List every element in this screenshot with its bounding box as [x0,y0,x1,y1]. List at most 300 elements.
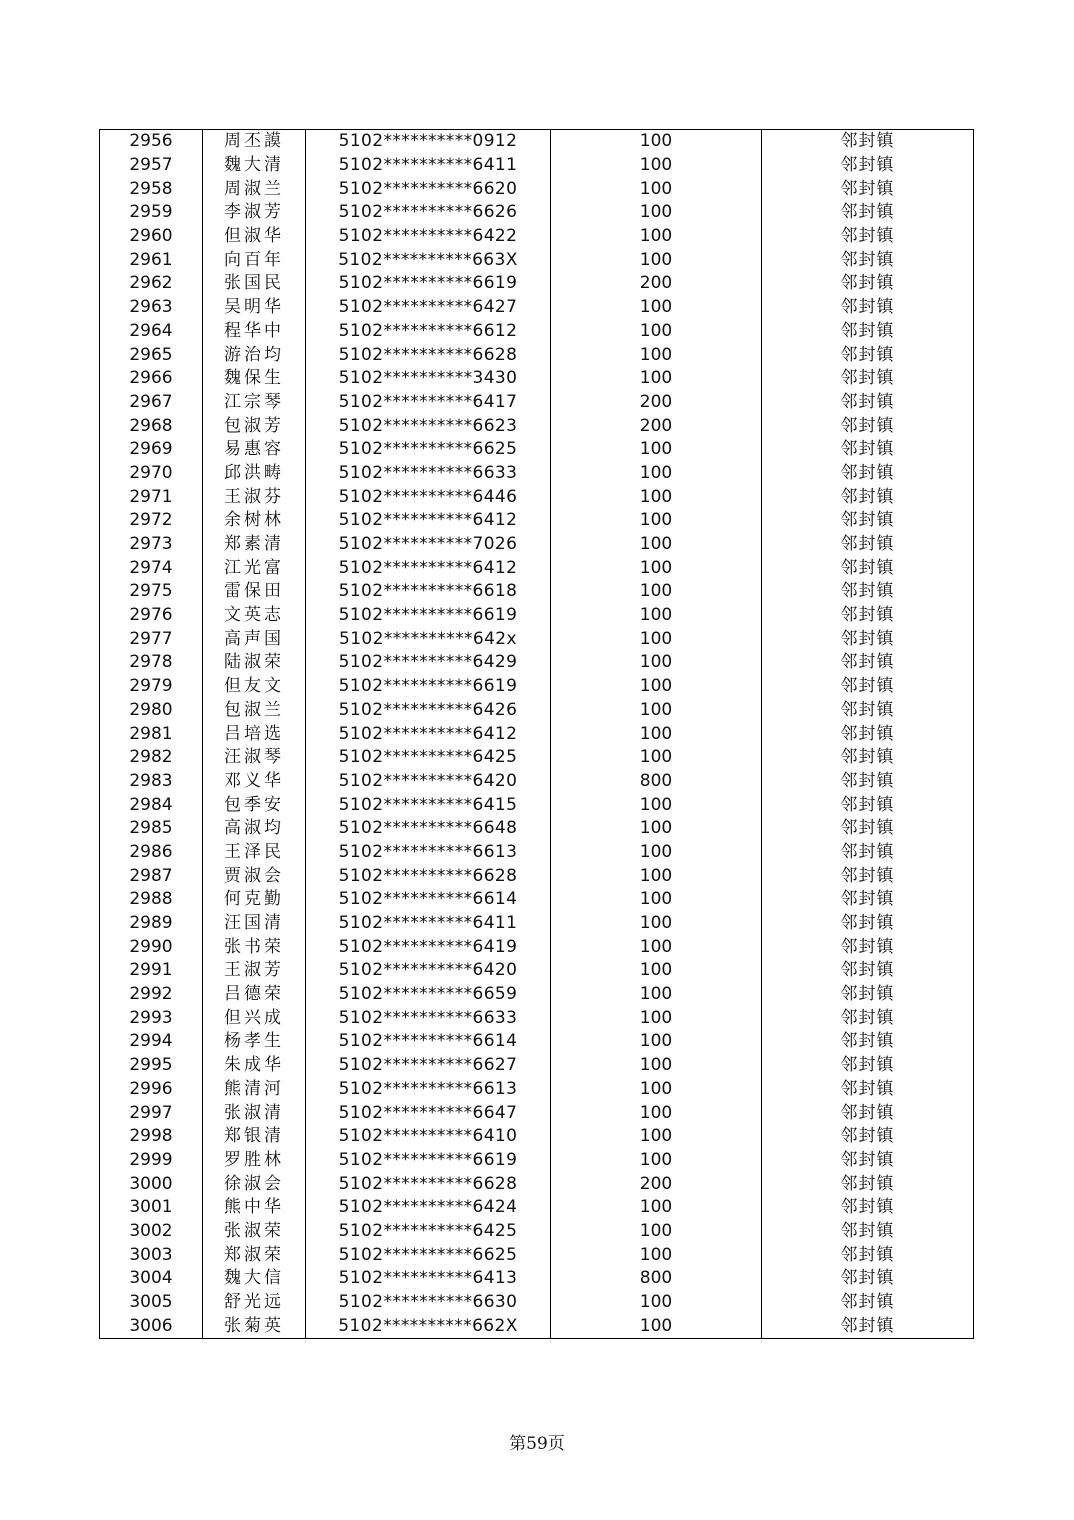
id-number-cell: 5102**********6612 [306,320,551,344]
town-cell: 邻封镇 [762,177,974,201]
table-row [100,580,974,604]
town-cell: 邻封镇 [762,627,974,651]
town-cell: 邻封镇 [762,414,974,438]
amount-cell: 800 [551,1267,762,1291]
id-number-cell: 5102**********6614 [306,1030,551,1054]
amount-cell: 100 [551,912,762,936]
id-number-cell: 5102**********6659 [306,983,551,1007]
name-cell: 余树林 [203,509,306,533]
row-number-cell: 3005 [100,1291,203,1315]
row-number-cell: 3002 [100,1220,203,1244]
page-number: 第59页 [509,1434,565,1454]
amount-cell: 100 [551,1054,762,1078]
roster-body [100,130,974,1339]
name-cell: 杨孝生 [203,1030,306,1054]
town-cell: 邻封镇 [762,533,974,557]
id-number-cell: 5102**********6613 [306,841,551,865]
table-row [100,912,974,936]
town-cell: 邻封镇 [762,1030,974,1054]
name-cell: 但淑华 [203,225,306,249]
subsidy-roster-table [99,129,974,1339]
amount-cell: 100 [551,556,762,580]
amount-cell: 200 [551,272,762,296]
id-number-cell: 5102**********6620 [306,177,551,201]
name-cell: 但兴成 [203,1006,306,1030]
name-cell: 高声国 [203,627,306,651]
town-cell: 邻封镇 [762,746,974,770]
name-cell: 包季安 [203,793,306,817]
table-row [100,1149,974,1173]
table-row [100,533,974,557]
id-number-cell: 5102**********6411 [306,154,551,178]
row-number-cell: 2970 [100,462,203,486]
town-cell: 邻封镇 [762,817,974,841]
amount-cell: 100 [551,438,762,462]
id-number-cell: 5102**********642x [306,627,551,651]
table-row [100,177,974,201]
table-row [100,296,974,320]
town-cell: 邻封镇 [762,556,974,580]
amount-cell: 100 [551,746,762,770]
town-cell: 邻封镇 [762,1243,974,1267]
amount-cell: 800 [551,770,762,794]
amount-cell: 100 [551,485,762,509]
name-cell: 何克勤 [203,888,306,912]
row-number-cell: 2991 [100,959,203,983]
id-number-cell: 5102**********6415 [306,793,551,817]
name-cell: 高淑均 [203,817,306,841]
town-cell: 邻封镇 [762,320,974,344]
name-cell: 周丕謨 [203,130,306,154]
amount-cell: 100 [551,130,762,154]
table-row [100,699,974,723]
name-cell: 吕德荣 [203,983,306,1007]
table-row [100,746,974,770]
amount-cell: 100 [551,225,762,249]
town-cell: 邻封镇 [762,1149,974,1173]
amount-cell: 100 [551,864,762,888]
town-cell: 邻封镇 [762,272,974,296]
amount-cell: 100 [551,699,762,723]
id-number-cell: 5102**********6446 [306,485,551,509]
amount-cell: 100 [551,935,762,959]
table-row [100,1267,974,1291]
row-number-cell: 2995 [100,1054,203,1078]
id-number-cell: 5102**********6618 [306,580,551,604]
name-cell: 文英志 [203,604,306,628]
row-number-cell: 3000 [100,1172,203,1196]
town-cell: 邻封镇 [762,1006,974,1030]
table-row [100,722,974,746]
name-cell: 雷保田 [203,580,306,604]
id-number-cell: 5102**********6614 [306,888,551,912]
town-cell: 邻封镇 [762,935,974,959]
amount-cell: 100 [551,1101,762,1125]
amount-cell: 100 [551,533,762,557]
name-cell: 王淑芳 [203,959,306,983]
id-number-cell: 5102**********6623 [306,414,551,438]
town-cell: 邻封镇 [762,485,974,509]
table-row [100,1172,974,1196]
id-number-cell: 5102**********6633 [306,1006,551,1030]
amount-cell: 100 [551,154,762,178]
town-cell: 邻封镇 [762,864,974,888]
name-cell: 张淑清 [203,1101,306,1125]
town-cell: 邻封镇 [762,248,974,272]
table-row [100,604,974,628]
town-cell: 邻封镇 [762,675,974,699]
table-row [100,1243,974,1267]
table-row [100,320,974,344]
id-number-cell: 5102**********6619 [306,1149,551,1173]
town-cell: 邻封镇 [762,154,974,178]
town-cell: 邻封镇 [762,438,974,462]
name-cell: 李淑芳 [203,201,306,225]
row-number-cell: 2992 [100,983,203,1007]
id-number-cell: 5102**********662X [306,1314,551,1338]
table-row [100,509,974,533]
town-cell: 邻封镇 [762,604,974,628]
row-number-cell: 2975 [100,580,203,604]
town-cell: 邻封镇 [762,462,974,486]
table-row [100,556,974,580]
id-number-cell: 5102**********6613 [306,1078,551,1102]
town-cell: 邻封镇 [762,722,974,746]
amount-cell: 100 [551,1006,762,1030]
amount-cell: 100 [551,1243,762,1267]
table-row [100,1101,974,1125]
row-number-cell: 2968 [100,414,203,438]
row-number-cell: 2978 [100,651,203,675]
table-row [100,462,974,486]
town-cell: 邻封镇 [762,793,974,817]
town-cell: 邻封镇 [762,1125,974,1149]
id-number-cell: 5102**********6628 [306,343,551,367]
id-number-cell: 5102**********6425 [306,1220,551,1244]
id-number-cell: 5102**********7026 [306,533,551,557]
table-row [100,154,974,178]
name-cell: 但友文 [203,675,306,699]
row-number-cell: 3006 [100,1314,203,1338]
row-number-cell: 2996 [100,1078,203,1102]
amount-cell: 100 [551,675,762,699]
amount-cell: 100 [551,959,762,983]
amount-cell: 100 [551,1220,762,1244]
table-row [100,1125,974,1149]
name-cell: 罗胜林 [203,1149,306,1173]
name-cell: 汪淑琴 [203,746,306,770]
row-number-cell: 2980 [100,699,203,723]
row-number-cell: 3004 [100,1267,203,1291]
table-row [100,1078,974,1102]
row-number-cell: 2962 [100,272,203,296]
table-row [100,391,974,415]
name-cell: 包淑兰 [203,699,306,723]
name-cell: 贾淑会 [203,864,306,888]
name-cell: 周淑兰 [203,177,306,201]
table-row [100,1006,974,1030]
table-row [100,201,974,225]
row-number-cell: 2999 [100,1149,203,1173]
table-row [100,272,974,296]
name-cell: 魏大信 [203,1267,306,1291]
amount-cell: 100 [551,888,762,912]
name-cell: 舒光远 [203,1291,306,1315]
name-cell: 魏大清 [203,154,306,178]
name-cell: 江宗琴 [203,391,306,415]
town-cell: 邻封镇 [762,391,974,415]
id-number-cell: 5102**********6648 [306,817,551,841]
row-number-cell: 2972 [100,509,203,533]
amount-cell: 100 [551,793,762,817]
row-number-cell: 2971 [100,485,203,509]
name-cell: 熊中华 [203,1196,306,1220]
amount-cell: 100 [551,367,762,391]
name-cell: 张淑荣 [203,1220,306,1244]
table-row [100,817,974,841]
amount-cell: 100 [551,841,762,865]
amount-cell: 100 [551,320,762,344]
table-row [100,225,974,249]
table-row [100,651,974,675]
table-row [100,864,974,888]
town-cell: 邻封镇 [762,1314,974,1338]
name-cell: 郑银清 [203,1125,306,1149]
town-cell: 邻封镇 [762,1078,974,1102]
id-number-cell: 5102**********6413 [306,1267,551,1291]
id-number-cell: 5102**********6424 [306,1196,551,1220]
row-number-cell: 2974 [100,556,203,580]
amount-cell: 100 [551,651,762,675]
name-cell: 张菊英 [203,1314,306,1338]
id-number-cell: 5102**********6625 [306,1243,551,1267]
id-number-cell: 5102**********6412 [306,722,551,746]
name-cell: 向百年 [203,248,306,272]
name-cell: 朱成华 [203,1054,306,1078]
town-cell: 邻封镇 [762,770,974,794]
table-row [100,1220,974,1244]
id-number-cell: 5102**********6420 [306,959,551,983]
id-number-cell: 5102**********6422 [306,225,551,249]
table-row [100,248,974,272]
id-number-cell: 5102**********6411 [306,912,551,936]
town-cell: 邻封镇 [762,367,974,391]
row-number-cell: 2977 [100,627,203,651]
table-row [100,793,974,817]
name-cell: 易惠容 [203,438,306,462]
id-number-cell: 5102**********6626 [306,201,551,225]
town-cell: 邻封镇 [762,1101,974,1125]
row-number-cell: 2984 [100,793,203,817]
row-number-cell: 2969 [100,438,203,462]
row-number-cell: 2965 [100,343,203,367]
table-row [100,675,974,699]
row-number-cell: 2967 [100,391,203,415]
id-number-cell: 5102**********6420 [306,770,551,794]
id-number-cell: 5102**********6619 [306,272,551,296]
id-number-cell: 5102**********6417 [306,391,551,415]
row-number-cell: 3003 [100,1243,203,1267]
table-row [100,130,974,154]
town-cell: 邻封镇 [762,296,974,320]
table-row [100,841,974,865]
table-row [100,1030,974,1054]
table-row [100,343,974,367]
row-number-cell: 2956 [100,130,203,154]
row-number-cell: 3001 [100,1196,203,1220]
name-cell: 郑淑荣 [203,1243,306,1267]
amount-cell: 200 [551,1172,762,1196]
row-number-cell: 2990 [100,935,203,959]
town-cell: 邻封镇 [762,225,974,249]
table-row [100,627,974,651]
row-number-cell: 2986 [100,841,203,865]
row-number-cell: 2983 [100,770,203,794]
amount-cell: 100 [551,509,762,533]
name-cell: 游治均 [203,343,306,367]
amount-cell: 100 [551,1125,762,1149]
town-cell: 邻封镇 [762,509,974,533]
amount-cell: 100 [551,722,762,746]
town-cell: 邻封镇 [762,1267,974,1291]
table-row [100,1196,974,1220]
town-cell: 邻封镇 [762,201,974,225]
row-number-cell: 2973 [100,533,203,557]
table-row [100,1054,974,1078]
name-cell: 汪国清 [203,912,306,936]
name-cell: 吴明华 [203,296,306,320]
table-row [100,367,974,391]
row-number-cell: 2964 [100,320,203,344]
row-number-cell: 2960 [100,225,203,249]
name-cell: 包淑芳 [203,414,306,438]
table-row [100,983,974,1007]
row-number-cell: 2987 [100,864,203,888]
name-cell: 江光富 [203,556,306,580]
row-number-cell: 2989 [100,912,203,936]
amount-cell: 100 [551,604,762,628]
name-cell: 张书荣 [203,935,306,959]
amount-cell: 100 [551,983,762,1007]
id-number-cell: 5102**********0912 [306,130,551,154]
town-cell: 邻封镇 [762,343,974,367]
town-cell: 邻封镇 [762,1172,974,1196]
id-number-cell: 5102**********6425 [306,746,551,770]
row-number-cell: 2966 [100,367,203,391]
row-number-cell: 2981 [100,722,203,746]
table-row [100,959,974,983]
id-number-cell: 5102**********6628 [306,1172,551,1196]
amount-cell: 100 [551,627,762,651]
id-number-cell: 5102**********6647 [306,1101,551,1125]
name-cell: 邓义华 [203,770,306,794]
amount-cell: 100 [551,296,762,320]
row-number-cell: 2957 [100,154,203,178]
table-row [100,1314,974,1338]
town-cell: 邻封镇 [762,1291,974,1315]
name-cell: 魏保生 [203,367,306,391]
table-row [100,438,974,462]
id-number-cell: 5102**********6628 [306,864,551,888]
town-cell: 邻封镇 [762,651,974,675]
amount-cell: 100 [551,1149,762,1173]
name-cell: 郑素清 [203,533,306,557]
table-row [100,770,974,794]
amount-cell: 100 [551,343,762,367]
town-cell: 邻封镇 [762,130,974,154]
amount-cell: 100 [551,1196,762,1220]
row-number-cell: 2959 [100,201,203,225]
row-number-cell: 2979 [100,675,203,699]
id-number-cell: 5102**********6426 [306,699,551,723]
amount-cell: 100 [551,201,762,225]
id-number-cell: 5102**********3430 [306,367,551,391]
row-number-cell: 2985 [100,817,203,841]
amount-cell: 100 [551,462,762,486]
town-cell: 邻封镇 [762,580,974,604]
amount-cell: 100 [551,1030,762,1054]
id-number-cell: 5102**********6410 [306,1125,551,1149]
row-number-cell: 2994 [100,1030,203,1054]
town-cell: 邻封镇 [762,1196,974,1220]
name-cell: 吕培选 [203,722,306,746]
id-number-cell: 5102**********6412 [306,556,551,580]
name-cell: 王淑芬 [203,485,306,509]
table-row [100,414,974,438]
id-number-cell: 5102**********6633 [306,462,551,486]
amount-cell: 200 [551,414,762,438]
town-cell: 邻封镇 [762,888,974,912]
name-cell: 熊清河 [203,1078,306,1102]
id-number-cell: 5102**********6630 [306,1291,551,1315]
row-number-cell: 2958 [100,177,203,201]
amount-cell: 100 [551,1314,762,1338]
amount-cell: 200 [551,391,762,415]
table-row [100,935,974,959]
amount-cell: 100 [551,580,762,604]
id-number-cell: 5102**********6619 [306,675,551,699]
amount-cell: 100 [551,1078,762,1102]
row-number-cell: 2982 [100,746,203,770]
id-number-cell: 5102**********6627 [306,1054,551,1078]
name-cell: 王泽民 [203,841,306,865]
row-number-cell: 2997 [100,1101,203,1125]
name-cell: 徐淑会 [203,1172,306,1196]
table-row [100,1291,974,1315]
row-number-cell: 2988 [100,888,203,912]
town-cell: 邻封镇 [762,912,974,936]
town-cell: 邻封镇 [762,1220,974,1244]
amount-cell: 100 [551,1291,762,1315]
id-number-cell: 5102**********6619 [306,604,551,628]
id-number-cell: 5102**********6427 [306,296,551,320]
town-cell: 邻封镇 [762,1054,974,1078]
table-row [100,888,974,912]
town-cell: 邻封镇 [762,959,974,983]
row-number-cell: 2976 [100,604,203,628]
id-number-cell: 5102**********6412 [306,509,551,533]
name-cell: 程华中 [203,320,306,344]
name-cell: 陆淑荣 [203,651,306,675]
amount-cell: 100 [551,248,762,272]
id-number-cell: 5102**********663X [306,248,551,272]
id-number-cell: 5102**********6419 [306,935,551,959]
amount-cell: 100 [551,177,762,201]
name-cell: 张国民 [203,272,306,296]
row-number-cell: 2963 [100,296,203,320]
table-row [100,485,974,509]
town-cell: 邻封镇 [762,841,974,865]
